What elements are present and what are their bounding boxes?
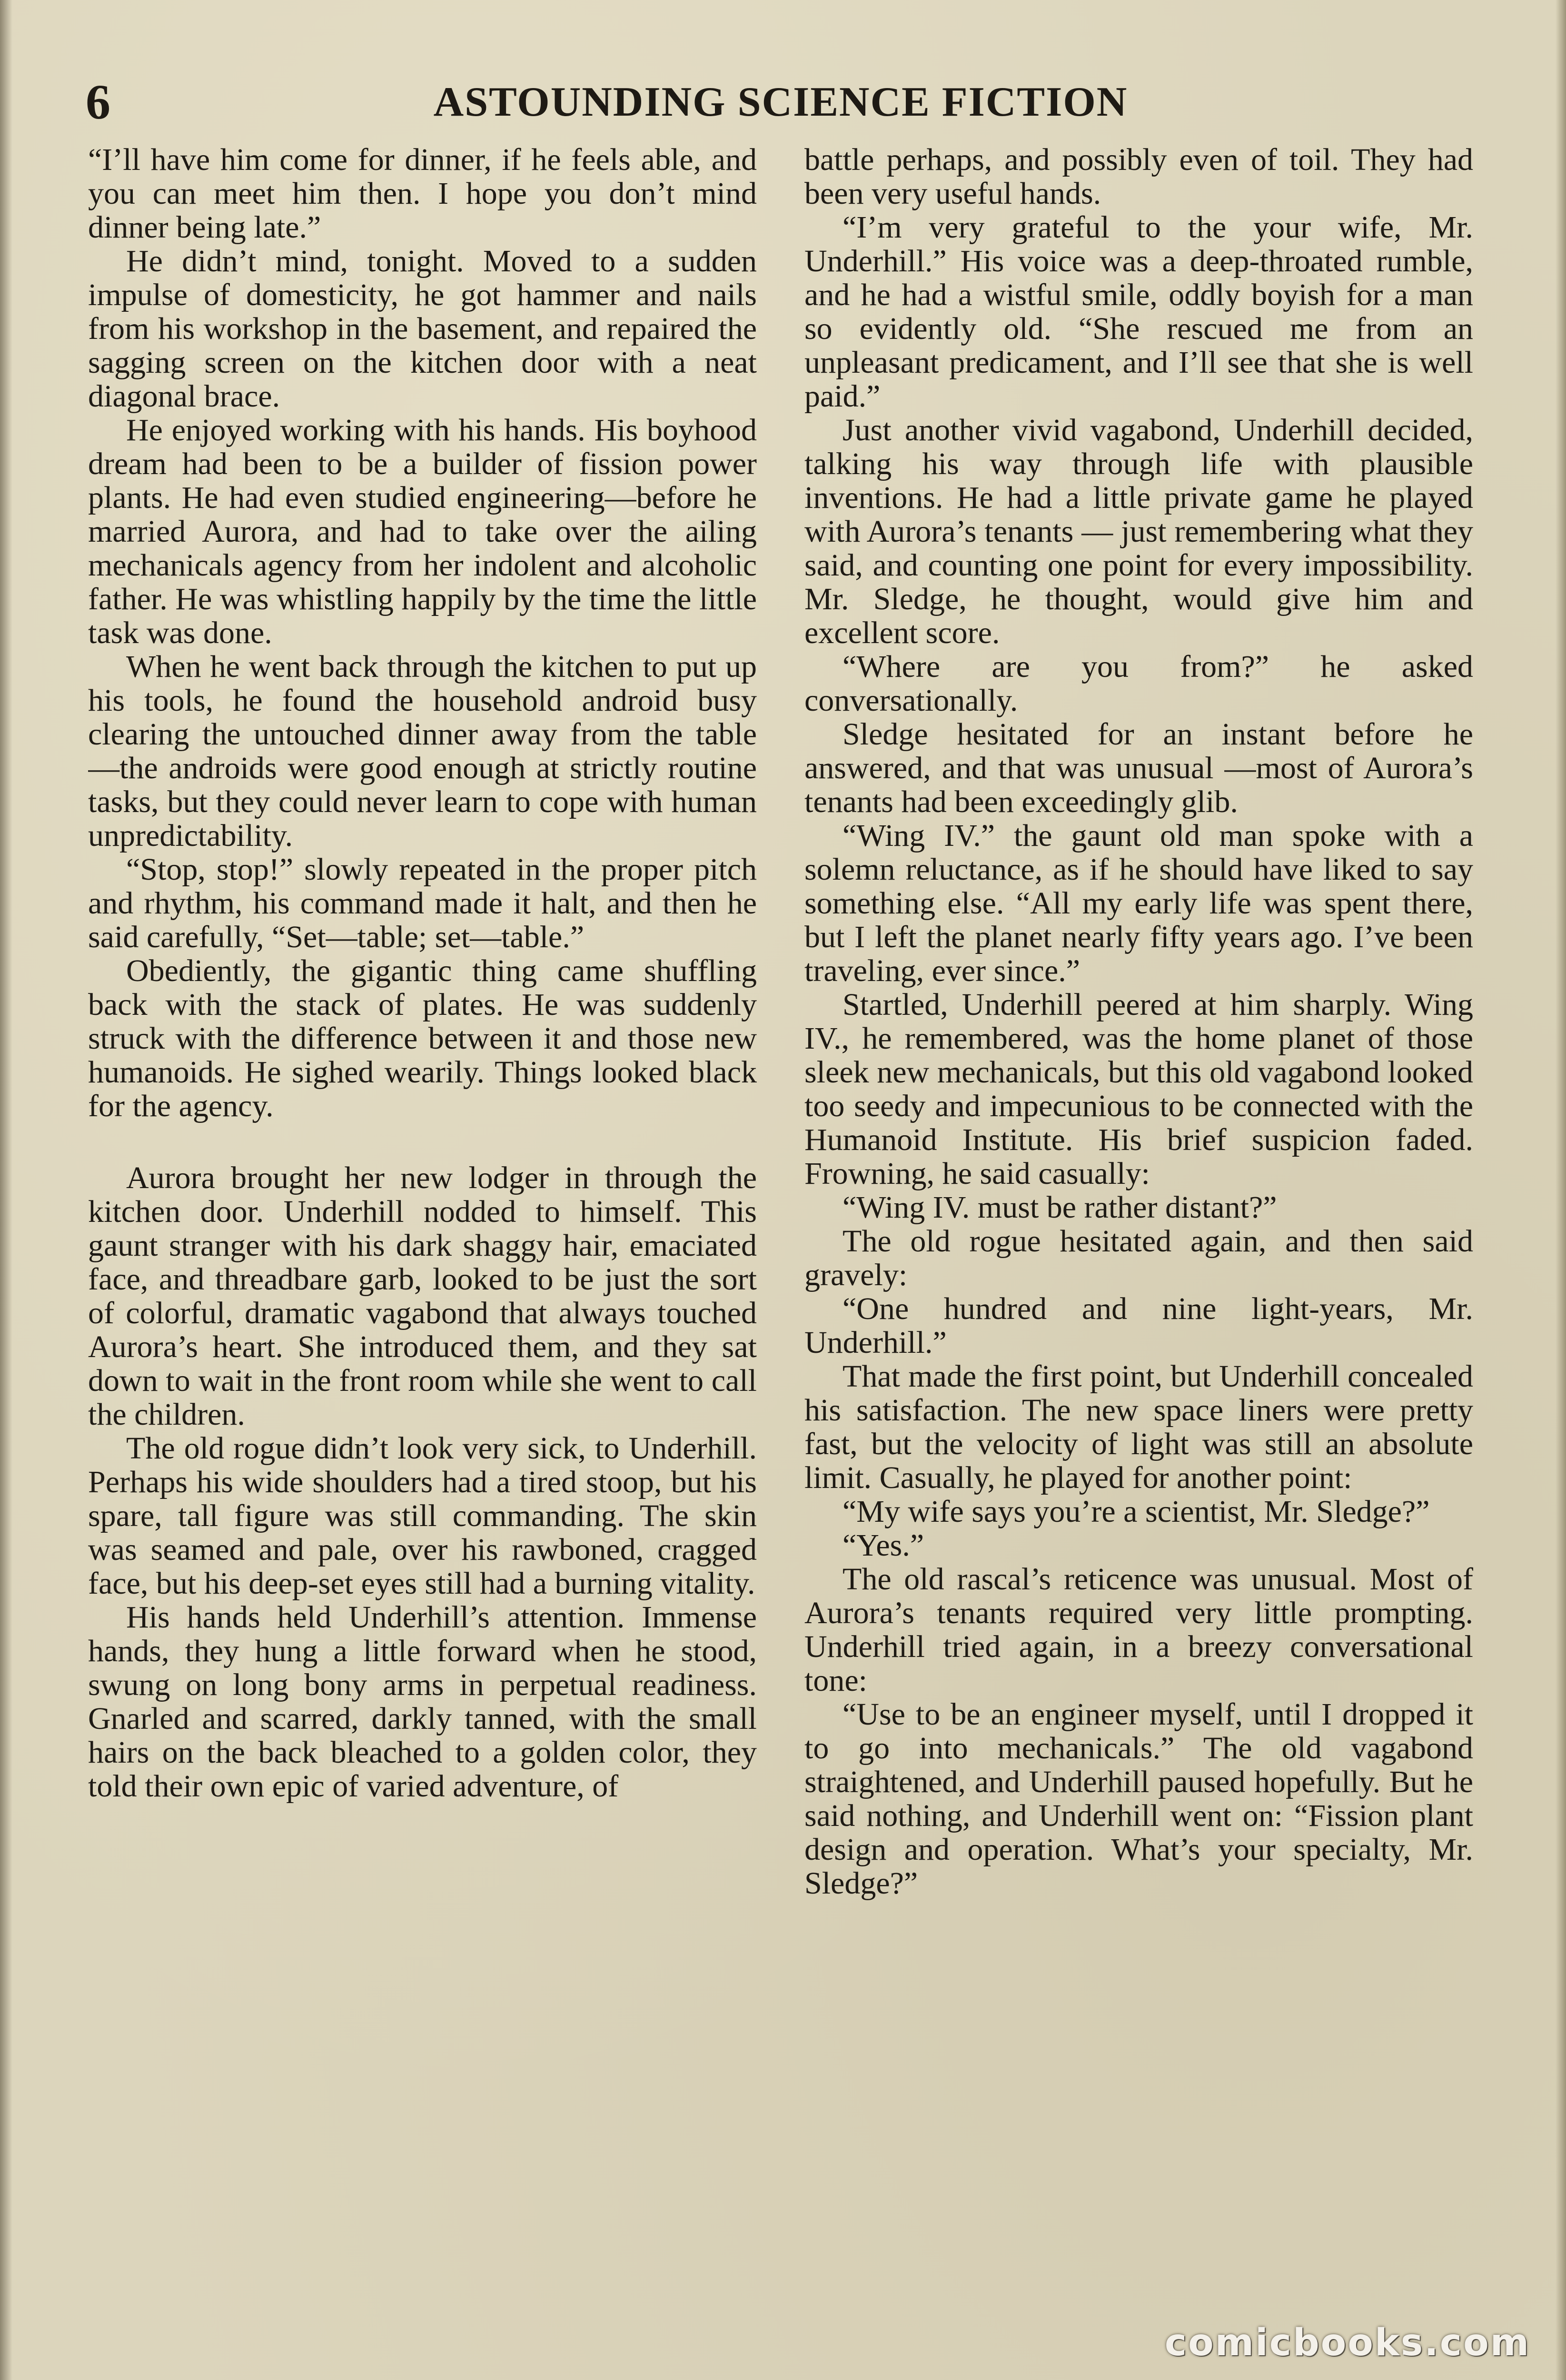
paragraph: “Where are you from?” he asked conversationally. <box>804 649 1473 718</box>
page-header <box>76 71 1485 133</box>
paragraph: The old rascal’s reticence was unusual. Most of Aurora’s tenants required very little prompting. Underhill tried again, in a breezy conversational tone: <box>804 1562 1473 1698</box>
paragraph: “I’m very grateful to the your wife, Mr. Underhill.” His voice was a deep-throated rumble, and he had a wistful smile, oddly boyish for a man so evidently old. “She rescued me from an unpleasant predicament, and I’ll see that she is well paid.” <box>804 210 1473 414</box>
paragraph: That made the first point, but Underhill concealed his satisfaction. The new space liners were pretty fast, but the velocity of light was still an absolute limit. Casually, he played for another point: <box>804 1359 1473 1495</box>
paragraph: Just another vivid vagabond, Underhill decided, talking his way through life with plausible inventions. He had a little private game he played with Aurora’s tenants — just remembering what they said, and counting one point for every impossibility. Mr. Sledge, he thought, would give him and excellent score. <box>804 413 1473 650</box>
paragraph: He didn’t mind, tonight. Moved to a sudden impulse of domesticity, he got hammer and nails from his workshop in the basement, and repaired the sagging screen on the kitchen door with a neat diagonal brace. <box>88 244 757 414</box>
paragraph: When he went back through the kitchen to put up his tools, he found the household android busy clearing the untouched dinner away from the table —the androids were good enough at strictly routine tasks, but they could never learn to cope with human unpredictability. <box>88 649 757 853</box>
paragraph: “Stop, stop!” slowly repeated in the proper pitch and rhythm, his command made it halt, and then he said carefully, “Set—table; set—table.” <box>88 852 757 954</box>
paragraph: He enjoyed working with his hands. His boyhood dream had been to be a builder of fission power plants. He had even studied engineering—before he married Aurora, and had to take over the ailing mechanicals agency from her indolent and alcoholic father. He was whistling happily by the time the little task was done. <box>88 413 757 650</box>
paragraph: Aurora brought her new lodger in through the kitchen door. Underhill nodded to himself. This gaunt stranger with his dark shaggy hair, emaciated face, and threadbare garb, looked to be just the sort of colorful, dramatic vagabond that always touched Aurora’s heart. She introduced them, and they sat down to wait in the front room while she went to call the children. <box>88 1160 757 1432</box>
paragraph: Obediently, the gigantic thing came shuffling back with the stack of plates. He was suddenly struck with the difference between it and those new humanoids. He sighed wearily. Things looked black for the agency. <box>88 953 757 1123</box>
section-break <box>88 1123 757 1161</box>
paragraph: “Use to be an engineer myself, until I dropped it to go into mechanicals.” The old vagabond straightened, and Underhill paused hopefully. But he said nothing, and Underhill went on: “Fission plant design and operation. What’s your specialty, Mr. Sledge?” <box>804 1697 1473 1901</box>
text-column-right <box>804 143 1473 2294</box>
page-number: 6 <box>86 75 110 129</box>
paragraph: “I’ll have him come for dinner, if he feels able, and you can meet him then. I hope you don’t mind dinner being late.” <box>88 143 757 245</box>
text-column-left <box>88 143 757 2294</box>
paragraph: “Wing IV. must be rather distant?” <box>842 1190 1277 1225</box>
paragraph: “One hundred and nine light-years, Mr. Underhill.” <box>804 1291 1473 1360</box>
paragraph: “Wing IV.” the gaunt old man spoke with a solemn reluctance, as if he should have liked to say something else. “All my early life was spent there, but I left the planet nearly fifty years ago. I’ve been traveling, ever since.” <box>804 818 1473 988</box>
paragraph: “Yes.” <box>842 1528 924 1563</box>
paragraph: “My wife says you’re a scientist, Mr. Sledge?” <box>842 1494 1430 1529</box>
paragraph: battle perhaps, and possibly even of toil. They had been very useful hands. <box>804 143 1473 211</box>
paragraph: His hands held Underhill’s attention. Immense hands, they hung a little forward when he stood, swung on long bony arms in perpetual readiness. Gnarled and scarred, darkly tanned, with the small hairs on the back bleached to a golden color, they told their own epic of varied adventure, of <box>88 1600 757 1804</box>
paragraph: Startled, Underhill peered at him sharply. Wing IV., he remembered, was the home planet of those sleek new mechanicals, but this old vagabond looked too seedy and impecunious to be connected with the Humanoid Institute. His brief suspicion faded. Frowning, he said casually: <box>804 987 1473 1191</box>
page-edge-shadow-left <box>0 0 12 2380</box>
running-head: ASTOUNDING SCIENCE FICTION <box>433 79 1128 125</box>
paragraph: The old rogue didn’t look very sick, to Underhill. Perhaps his wide shoulders had a tired stoop, but his spare, tall figure was still commanding. The skin was seamed and pale, over his rawboned, cragged face, but his deep-set eyes still had a burning vitality. <box>88 1431 757 1601</box>
paragraph: Sledge hesitated for an instant before he answered, and that was unusual —most of Aurora’s tenants had been exceedingly glib. <box>804 717 1473 819</box>
paragraph: The old rogue hesitated again, and then said gravely: <box>804 1224 1473 1292</box>
page-edge-shadow-right <box>1556 0 1566 2380</box>
site-watermark: comicbooks.com <box>1164 2321 1530 2364</box>
